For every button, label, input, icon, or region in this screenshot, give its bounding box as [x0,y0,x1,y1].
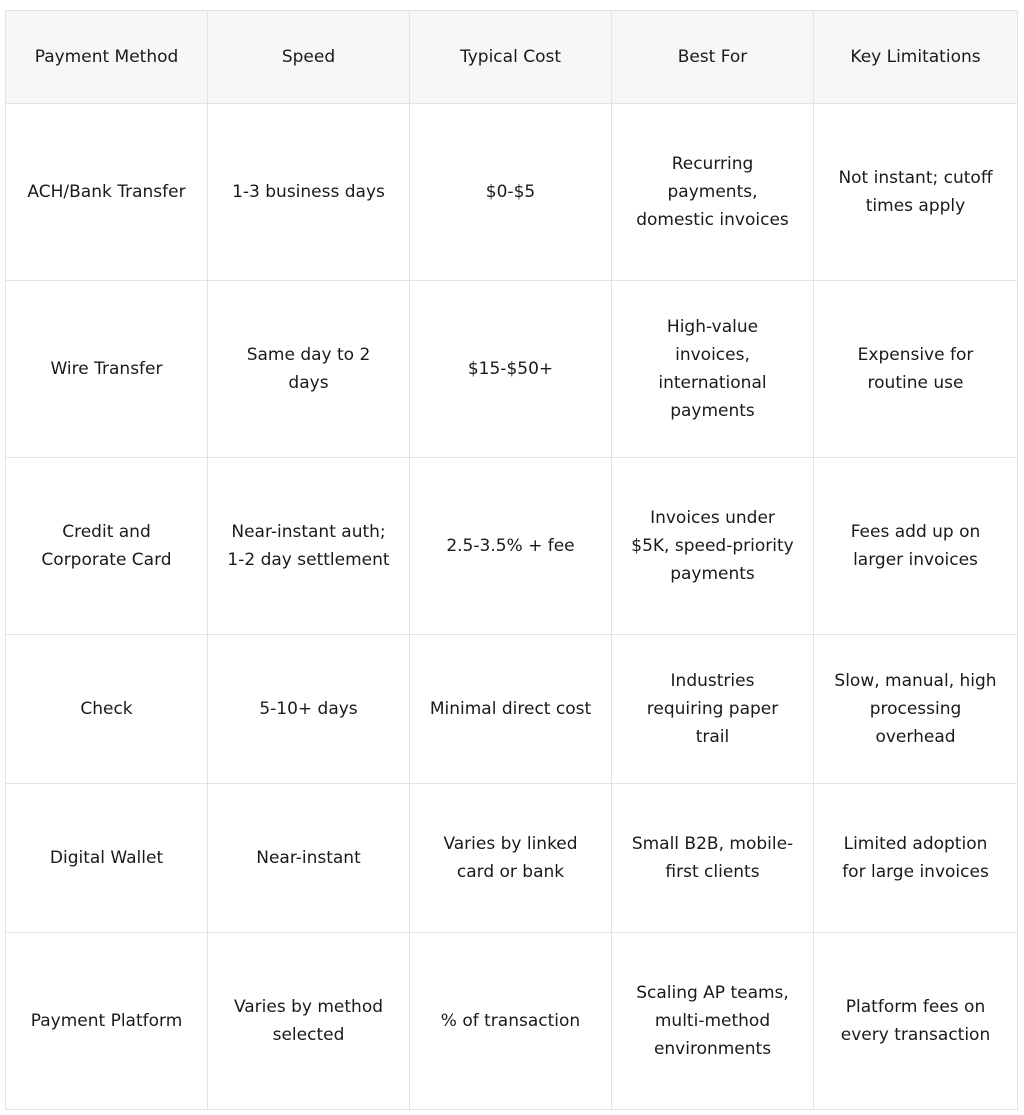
cell-key-limitations: Limited adoption for large invoices [814,784,1018,933]
cell-speed: Near-instant [208,784,410,933]
cell-speed: Same day to 2 days [208,281,410,458]
table-row [6,104,1018,281]
header-best-for: Best For [612,11,814,104]
cell-speed: Varies by method selected [208,933,410,1110]
cell-typical-cost: Minimal direct cost [410,635,612,784]
table-row [6,458,1018,635]
payment-methods-table-container [5,10,1017,1110]
cell-typical-cost: Varies by linked card or bank [410,784,612,933]
cell-payment-method: ACH/Bank Transfer [6,104,208,281]
table-row [6,933,1018,1110]
cell-best-for: Scaling AP teams, multi-method environments [612,933,814,1110]
cell-typical-cost: 2.5-3.5% + fee [410,458,612,635]
cell-key-limitations: Platform fees on every transaction [814,933,1018,1110]
cell-key-limitations: Expensive for routine use [814,281,1018,458]
header-row [6,11,1018,104]
cell-speed: 5-10+ days [208,635,410,784]
cell-payment-method: Check [6,635,208,784]
cell-payment-method: Payment Platform [6,933,208,1110]
header-payment-method: Payment Method [6,11,208,104]
table-header [6,11,1018,104]
header-speed: Speed [208,11,410,104]
cell-payment-method: Credit and Corporate Card [6,458,208,635]
cell-best-for: Invoices under $5K, speed-priority payments [612,458,814,635]
cell-key-limitations: Not instant; cutoff times apply [814,104,1018,281]
payment-methods-table [5,10,1018,1110]
header-key-limitations: Key Limitations [814,11,1018,104]
cell-payment-method: Wire Transfer [6,281,208,458]
cell-speed: 1-3 business days [208,104,410,281]
table-body [6,104,1018,1110]
cell-best-for: Industries requiring paper trail [612,635,814,784]
cell-payment-method: Digital Wallet [6,784,208,933]
cell-key-limitations: Fees add up on larger invoices [814,458,1018,635]
header-typical-cost: Typical Cost [410,11,612,104]
cell-key-limitations: Slow, manual, high processing overhead [814,635,1018,784]
cell-best-for: Recurring payments, domestic invoices [612,104,814,281]
table-row [6,281,1018,458]
table-row [6,635,1018,784]
cell-typical-cost: $0-$5 [410,104,612,281]
cell-speed: Near-instant auth; 1-2 day settlement [208,458,410,635]
cell-best-for: Small B2B, mobile-first clients [612,784,814,933]
table-row [6,784,1018,933]
cell-best-for: High-value invoices, international payments [612,281,814,458]
cell-typical-cost: $15-$50+ [410,281,612,458]
cell-typical-cost: % of transaction [410,933,612,1110]
